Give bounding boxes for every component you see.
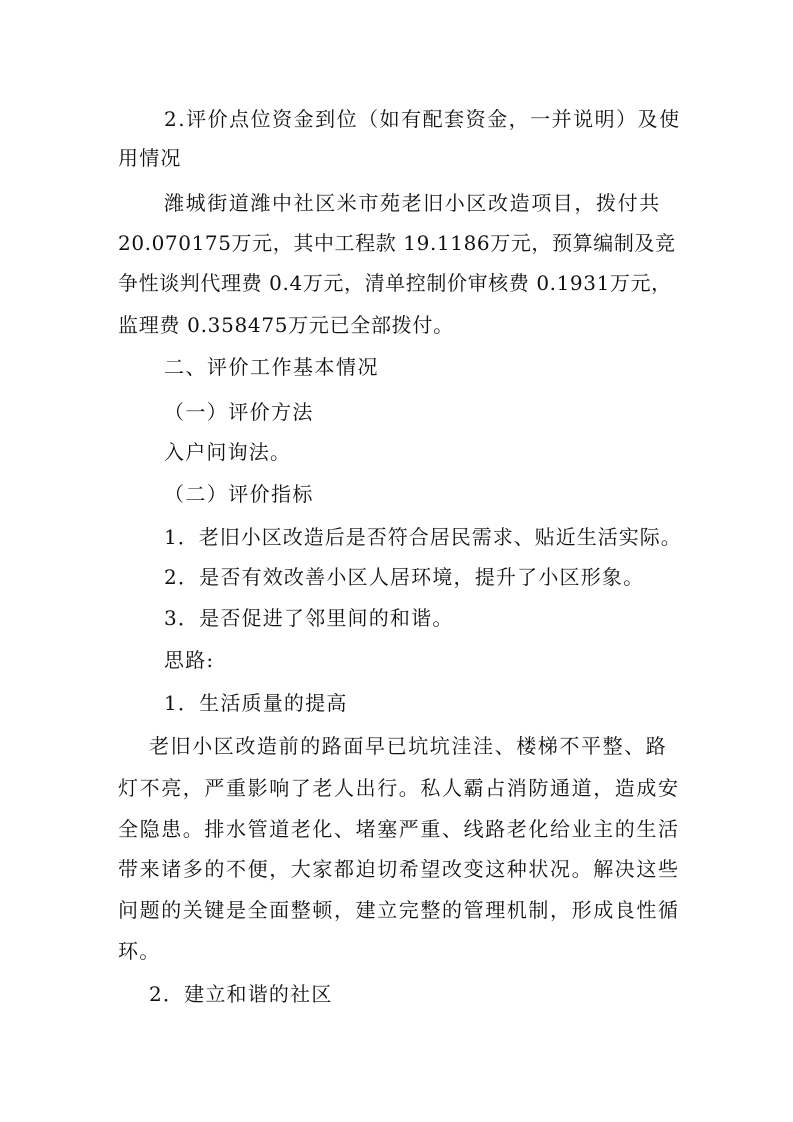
paragraph-line: 全隐患。排水管道老化、堵塞严重、线路老化给业主的生活	[118, 817, 680, 841]
paragraph-line: 灯不亮，严重影响了老人出行。私人霸占消防通道，造成安	[118, 776, 680, 800]
indicator-item: 3．是否促进了邻里间的和谐。	[164, 606, 454, 630]
paragraph-line: 问题的关键是全面整顿，建立完整的管理机制，形成良性循	[118, 898, 680, 922]
section-funding-heading: 2.评价点位资金到位（如有配套资金，一并说明）及使	[164, 107, 681, 131]
ideas-item-heading: 1．生活质量的提高	[164, 691, 348, 715]
method-text: 入户问询法。	[164, 440, 292, 464]
paragraph-line: 带来诸多的不便，大家都迫切希望改变这种状况。解决这些	[118, 857, 680, 881]
subsection-heading-indicators: （二）评价指标	[164, 482, 314, 506]
indicator-item: 2．是否有效改善小区人居环境，提升了小区形象。	[164, 565, 645, 589]
paragraph-line: 潍城街道潍中社区米市苑老旧小区改造项目，拨付共	[164, 191, 661, 215]
paragraph-line: 老旧小区改造前的路面早已坑坑洼洼、楼梯不平整、路	[149, 734, 668, 758]
paragraph-line: 20.070175万元，其中工程款 19.1186万元，预算编制及竞	[118, 231, 676, 255]
ideas-item-heading: 2．建立和谐的社区	[149, 982, 333, 1006]
subsection-heading-method: （一）评价方法	[164, 400, 314, 424]
ideas-label: 思路:	[164, 648, 215, 672]
section-funding-heading-cont: 用情况	[118, 146, 182, 170]
paragraph-line: 争性谈判代理费 0.4万元，清单控制价审核费 0.1931万元，	[118, 271, 672, 295]
paragraph-line: 环。	[118, 939, 161, 963]
paragraph-line: 监理费 0.358475万元已全部拨付。	[118, 313, 454, 337]
indicator-item: 1．老旧小区改造后是否符合居民需求、贴近生活实际。	[164, 525, 682, 549]
section-heading: 二、评价工作基本情况	[164, 355, 379, 379]
